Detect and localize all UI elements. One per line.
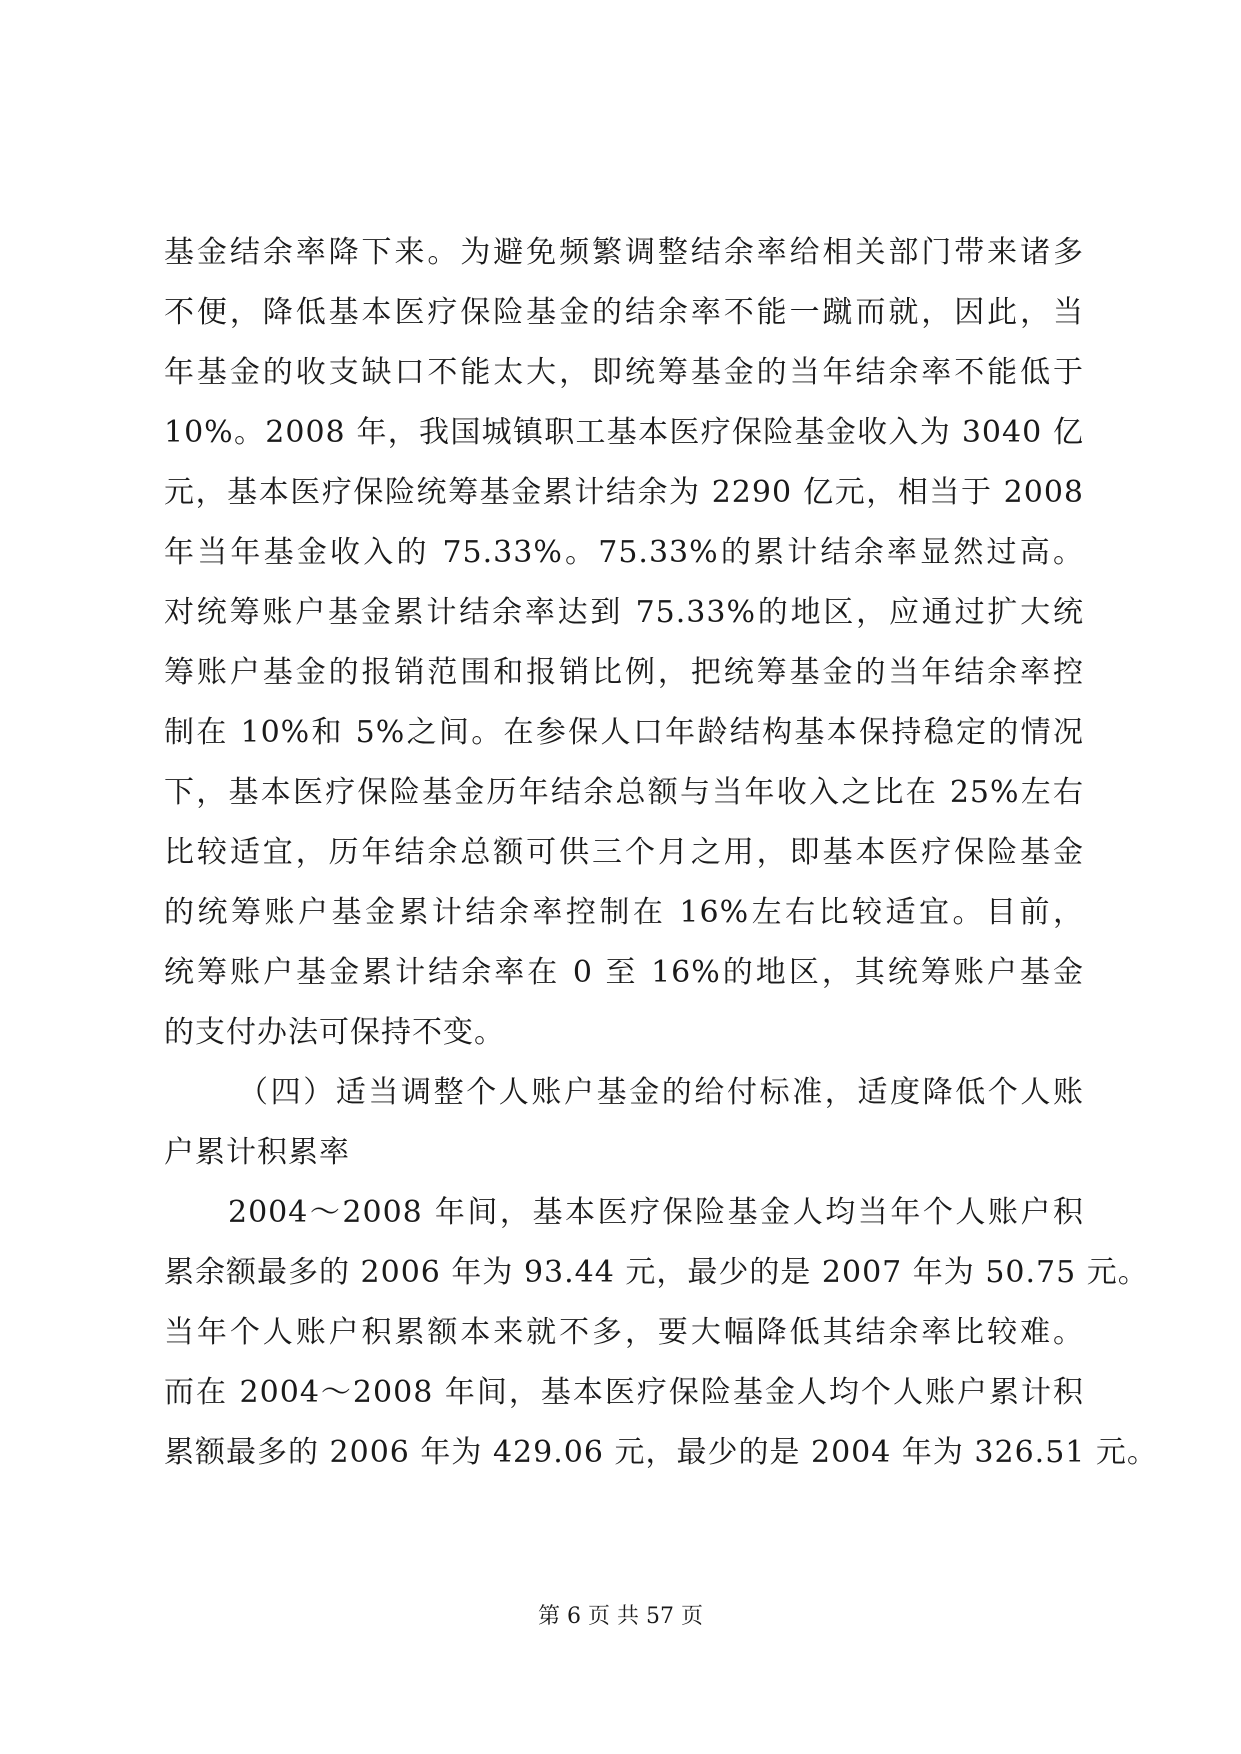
text-line-17: 2004～2008 年间，基本医疗保险基金人均当年个人账户积 — [228, 1195, 1084, 1230]
text-line-11: 比较适宜，历年结余总额可供三个月之用，即基本医疗保险基金 — [164, 835, 1084, 870]
text-line-10: 下，基本医疗保险基金历年结余总额与当年收入之比在 25%左右 — [164, 775, 1084, 810]
section-heading-line-2: 户累计积累率 — [164, 1135, 350, 1170]
text-line-9: 制在 10%和 5%之间。在参保人口年龄结构基本保持稳定的情况 — [164, 715, 1084, 750]
text-line-6: 年当年基金收入的 75.33%。75.33%的累计结余率显然过高。 — [164, 535, 1084, 570]
text-line-12: 的统筹账户基金累计结余率控制在 16%左右比较适宜。目前， — [164, 895, 1084, 930]
text-line-7: 对统筹账户基金累计结余率达到 75.33%的地区，应通过扩大统 — [164, 595, 1084, 630]
text-line-3: 年基金的收支缺口不能太大，即统筹基金的当年结余率不能低于 — [164, 355, 1084, 390]
text-line-2: 不便，降低基本医疗保险基金的结余率不能一蹴而就，因此，当 — [164, 295, 1084, 330]
text-line-19: 当年个人账户积累额本来就不多，要大幅降低其结余率比较难。 — [164, 1315, 1084, 1350]
text-line-4: 10%。2008 年，我国城镇职工基本医疗保险基金收入为 3040 亿 — [164, 415, 1084, 450]
text-line-18: 累余额最多的 2006 年为 93.44 元，最少的是 2007 年为 50.75 元。 — [164, 1255, 1149, 1290]
text-line-13: 统筹账户基金累计结余率在 0 至 16%的地区，其统筹账户基金 — [164, 955, 1084, 990]
text-line-14: 的支付办法可保持不变。 — [164, 1015, 505, 1050]
text-line-1: 基金结余率降下来。为避免频繁调整结余率给相关部门带来诸多 — [164, 235, 1084, 270]
text-line-5: 元，基本医疗保险统筹基金累计结余为 2290 亿元，相当于 2008 — [164, 475, 1084, 510]
text-line-8: 筹账户基金的报销范围和报销比例，把统筹基金的当年结余率控 — [164, 655, 1084, 690]
page-number-footer: 第 6 页 共 57 页 — [538, 1604, 703, 1629]
text-line-20: 而在 2004～2008 年间，基本医疗保险基金人均个人账户累计积 — [164, 1375, 1084, 1410]
section-heading-line-1: （四）适当调整个人账户基金的给付标准，适度降低个人账 — [238, 1075, 1084, 1110]
text-line-21: 累额最多的 2006 年为 429.06 元，最少的是 2004 年为 326.51 元。 — [164, 1435, 1158, 1470]
